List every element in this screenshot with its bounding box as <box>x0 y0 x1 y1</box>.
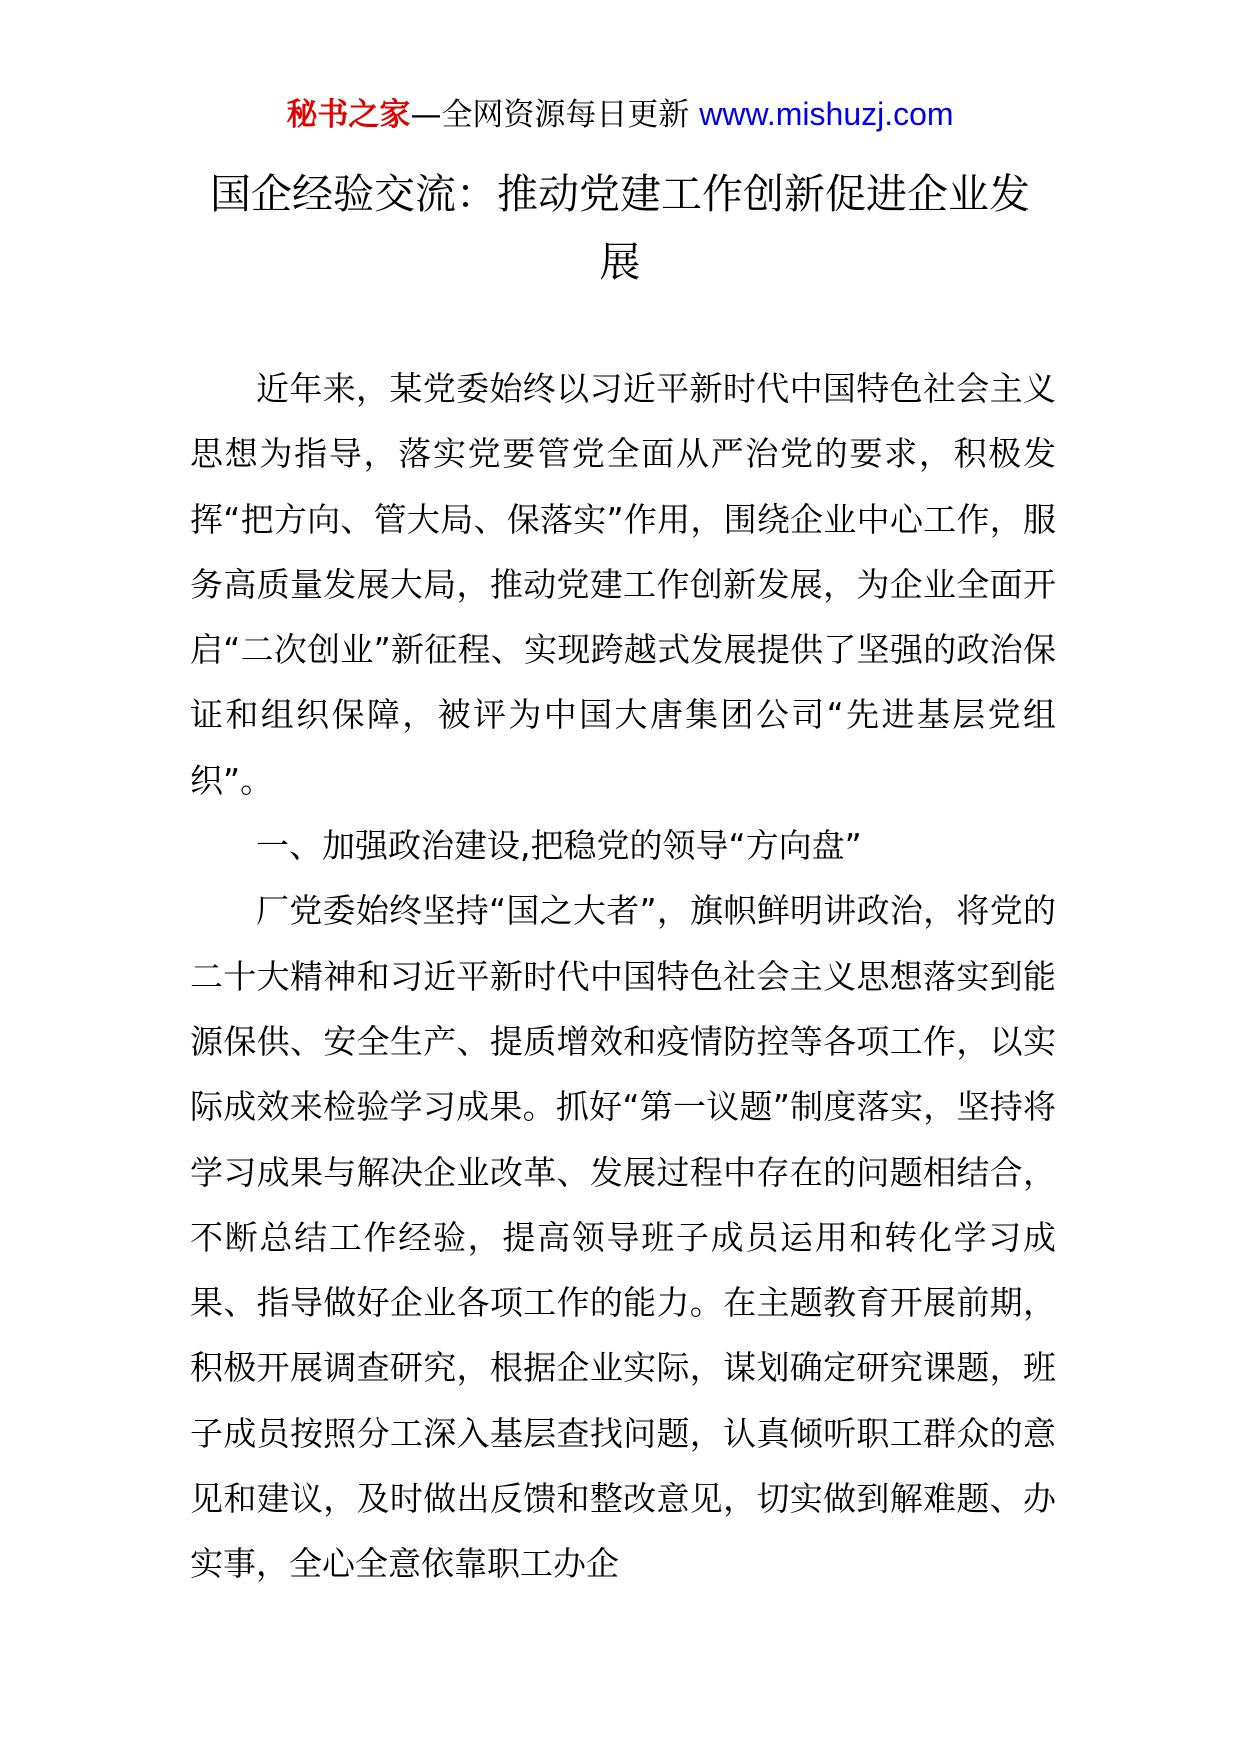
brand-name: 秘书之家 <box>286 97 411 133</box>
document-body <box>190 356 1056 1597</box>
site-slogan: —全网资源每日更新 <box>410 97 700 133</box>
intro-paragraph: 近年来，某党委始终以习近平新时代中国特色社会主义思想为指导，落实党要管党全面从严治党的要求，积极发挥“把方向、管大局、保落实”作用，围绕企业中心工作，服务高质量发展大局，推动党建工作创新发展，为企业全面开启“二次创业”新征程、实现跨越式发展提供了坚强的政治保证和组织保障，被评为中国大唐集团公司“先进基层党组织”。 <box>190 369 1056 800</box>
site-url-link[interactable]: www.mishuzj.com <box>699 96 954 132</box>
site-header <box>0 94 1240 135</box>
section-paragraph: 厂党委始终坚持“国之大者”，旗帜鲜明讲政治，将党的二十大精神和习近平新时代中国特色社会主义思想落实到能源保供、安全生产、提质增效和疫情防控等各项工作，以实际成效来检验学习成果。抓好“第一议题”制度落实，坚持将学习成果与解决企业改革、发展过程中存在的问题相结合，不断总结工作经验，提高领导班子成员运用和转化学习成果、指导做好企业各项工作的能力。在主题教育开展前期，积极开展调查研究，根据企业实际，谋划确定研究课题，班子成员按照分工深入基层查找问题，认真倾听职工群众的意见和建议，及时做出反馈和整改意见，切实做到解难题、办实事，全心全意依靠职工办企 <box>190 891 1056 1584</box>
document-title: 国企经验交流：推动党建工作创新促进企业发展 <box>210 170 1030 286</box>
section-heading: 一、加强政治建设,把稳党的领导“方向盘” <box>256 826 862 866</box>
